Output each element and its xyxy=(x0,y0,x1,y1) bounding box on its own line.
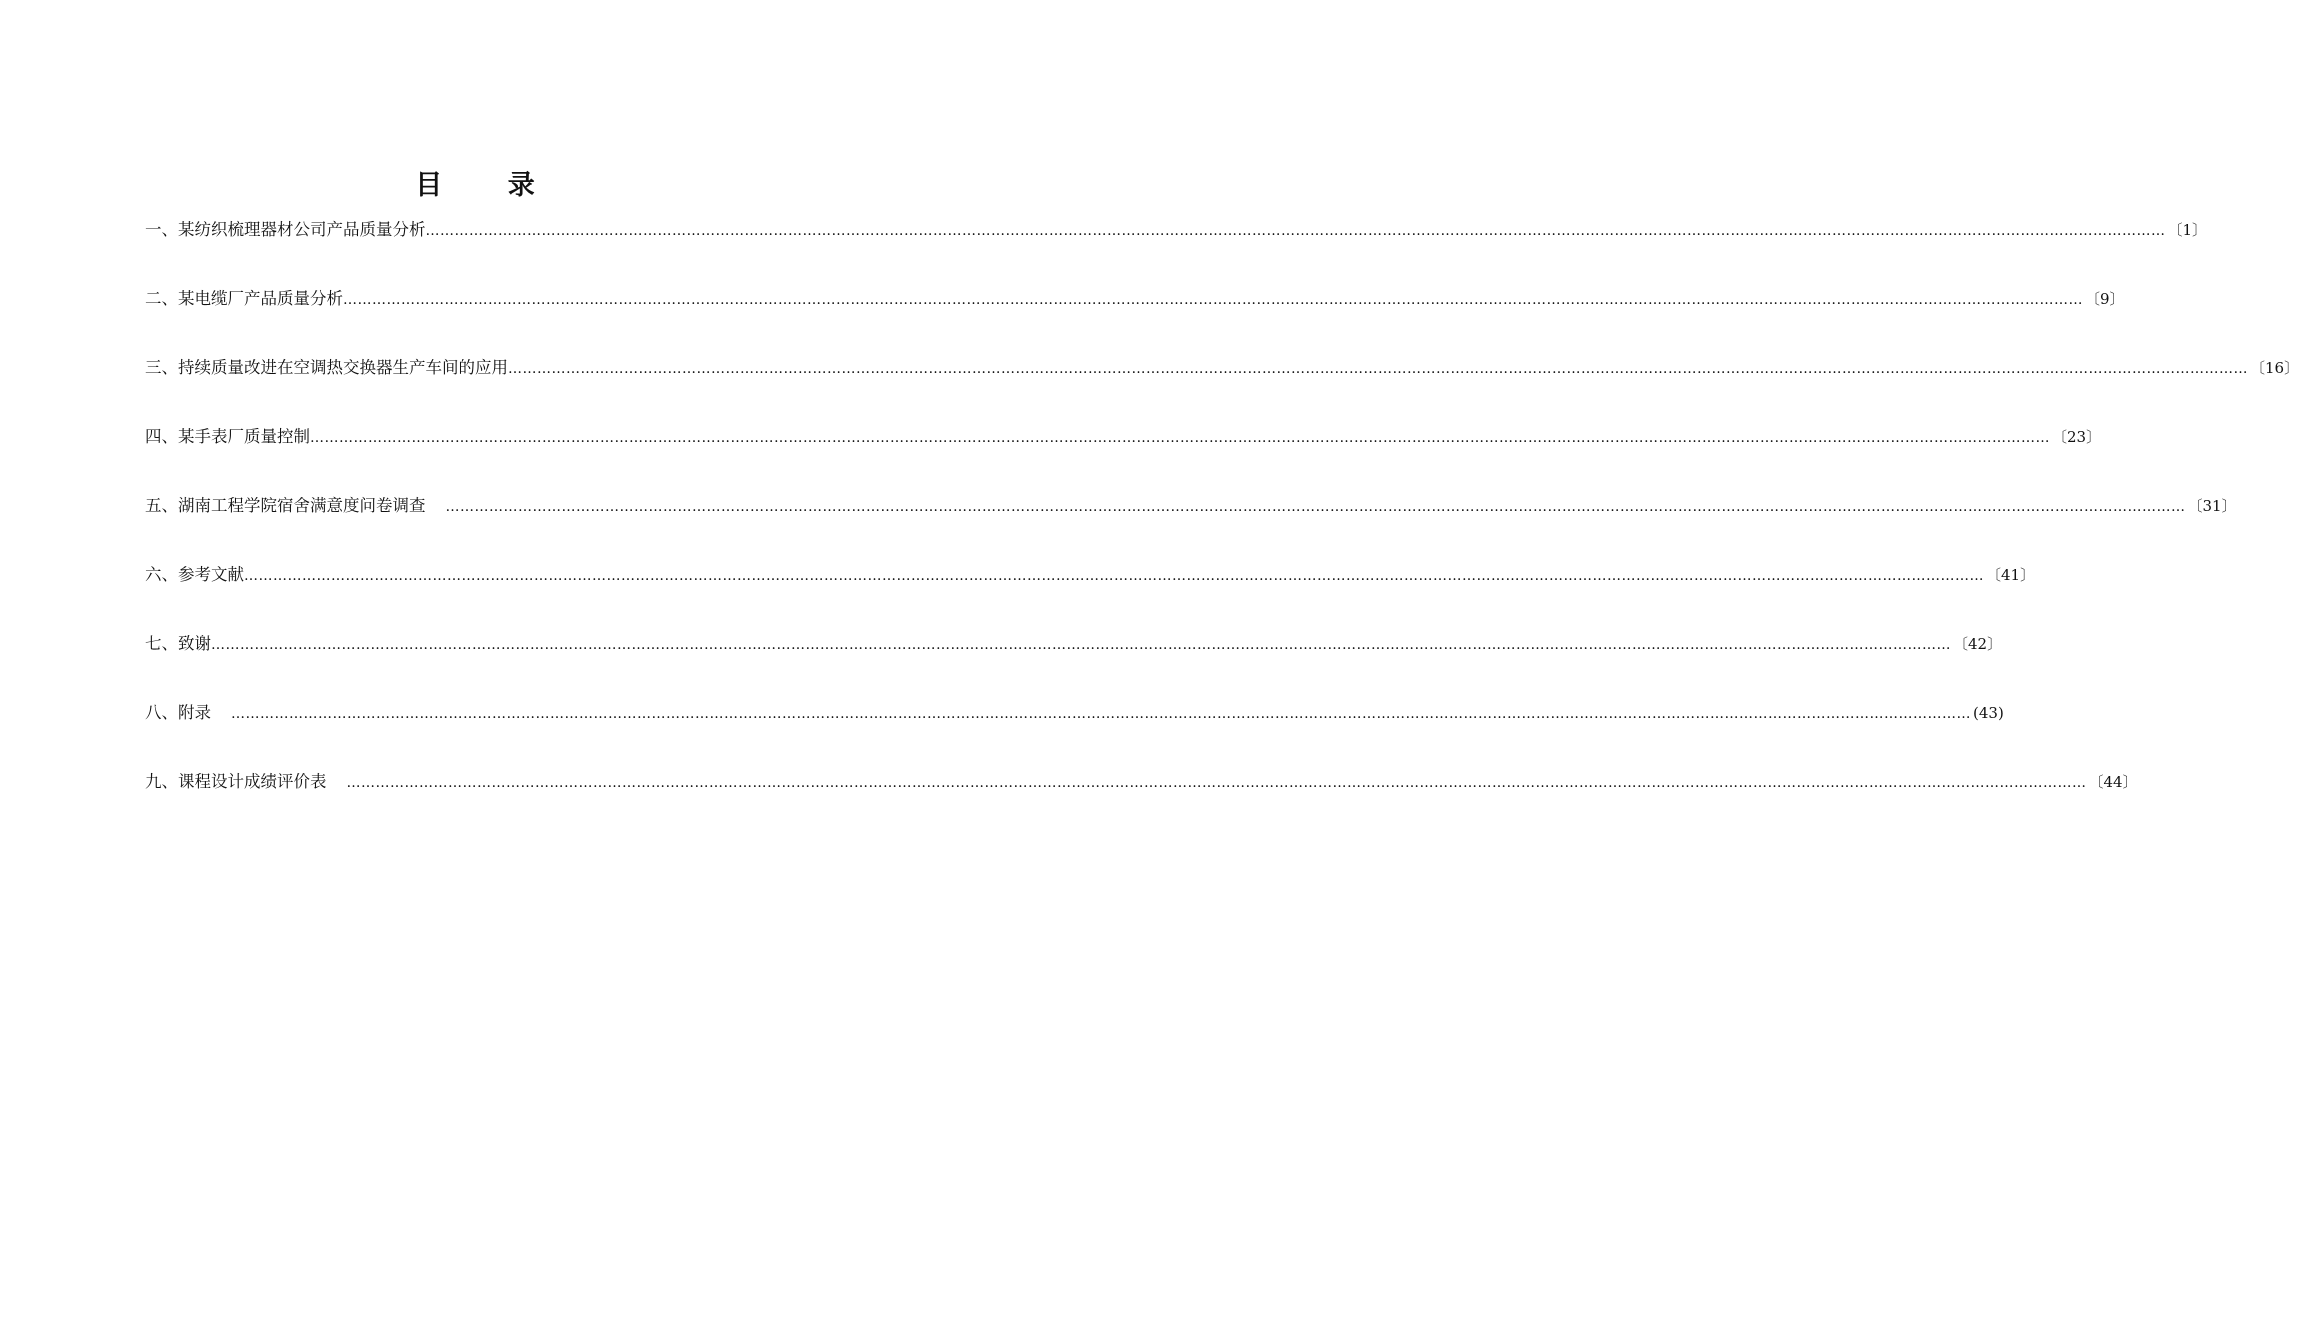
toc-leader-dots: ……………………………………………………………………………………………………………………………………………………………………………………………………………………………………………………………………………………………………………………………… xyxy=(310,430,2050,446)
toc-entry-page: 〔31〕 xyxy=(2187,497,2237,515)
toc-entry[interactable] xyxy=(145,216,2208,285)
toc-entry-label: 五、湖南工程学院宿舍满意度问卷调查 xyxy=(145,496,426,515)
toc-leader-dots: ……………………………………………………………………………………………………………………………………………………………………………………………………………………………………………………………………………………………………………………………… xyxy=(346,775,2087,791)
toc-entry-page: 〔44〕 xyxy=(2088,773,2138,791)
toc-entry-page: 〔42〕 xyxy=(1953,635,2003,653)
toc-entry[interactable] xyxy=(145,768,2138,837)
toc-entry-label: 九、课程设计成绩评价表 xyxy=(145,772,327,791)
toc-leader-dots: ……………………………………………………………………………………………………………………………………………………………………………………………………………………………………………………………………………………………………………………………… xyxy=(508,361,2248,377)
toc-entry-page: 〔41〕 xyxy=(1986,566,2036,584)
toc-entry[interactable] xyxy=(145,423,2102,492)
toc-entry[interactable] xyxy=(145,561,2036,630)
toc-entry-page: (43) xyxy=(1973,704,2004,722)
toc-entry-label: 一、某纺织梳理器材公司产品质量分析 xyxy=(145,220,426,239)
toc-entry-label: 四、某手表厂质量控制 xyxy=(145,427,310,446)
toc-leader-dots: ……………………………………………………………………………………………………………………………………………………………………………………………………………………………………………………………………………………………………………………………… xyxy=(343,292,2083,308)
toc-list xyxy=(145,216,2299,837)
toc-entry[interactable] xyxy=(145,492,2237,561)
toc-title: 目 录 xyxy=(415,170,563,201)
toc-entry-page: 〔1〕 xyxy=(2167,221,2208,239)
toc-entry[interactable] xyxy=(145,285,2125,354)
toc-entry-label: 三、持续质量改进在空调热交换器生产车间的应用 xyxy=(145,358,508,377)
toc-leader-dots: ……………………………………………………………………………………………………………………………………………………………………………………………………………………………………………………………………………………………………………………………… xyxy=(211,637,1951,653)
toc-leader-dots: ……………………………………………………………………………………………………………………………………………………………………………………………………………………………………………………………………………………………………………………………… xyxy=(445,499,2186,515)
toc-leader-dots: ……………………………………………………………………………………………………………………………………………………………………………………………………………………………………………………………………………………………………………………………… xyxy=(231,706,1971,722)
toc-entry-label: 六、参考文献 xyxy=(145,565,244,584)
toc-entry-page: 〔23〕 xyxy=(2052,428,2102,446)
toc-leader-dots: ……………………………………………………………………………………………………………………………………………………………………………………………………………………………………………………………………………………………………………………………… xyxy=(244,568,1984,584)
toc-entry-label: 二、某电缆厂产品质量分析 xyxy=(145,289,343,308)
toc-entry[interactable] xyxy=(145,354,2299,423)
toc-entry[interactable] xyxy=(145,699,2004,768)
toc-entry-page: 〔9〕 xyxy=(2085,290,2125,308)
toc-leader-dots: ……………………………………………………………………………………………………………………………………………………………………………………………………………………………………………………………………………………………………………………………… xyxy=(425,223,2166,239)
toc-entry-label: 七、致谢 xyxy=(145,634,211,653)
toc-entry-label: 八、附录 xyxy=(145,703,211,722)
toc-entry-page: 〔16〕 xyxy=(2250,359,2299,377)
toc-entry[interactable] xyxy=(145,630,2003,699)
